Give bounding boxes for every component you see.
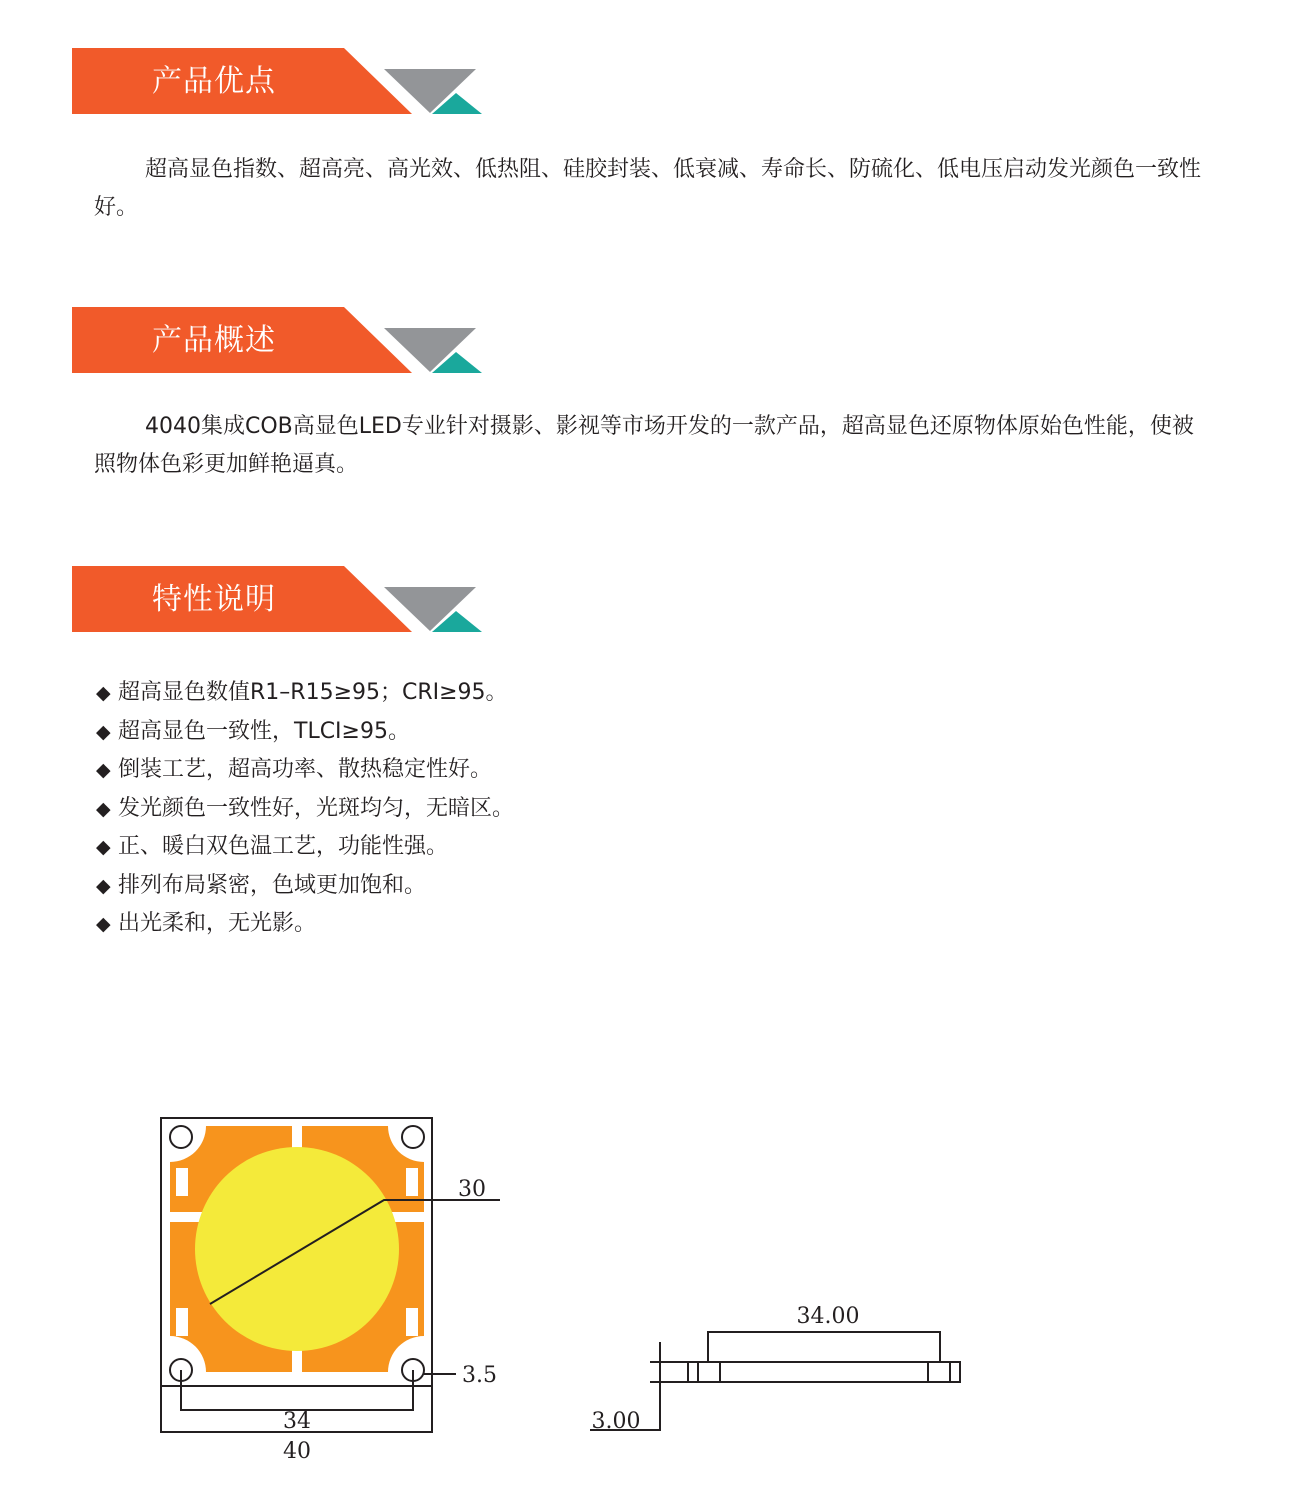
mount-hole bbox=[402, 1126, 424, 1148]
diamond-bullet-icon: ◆ bbox=[96, 797, 111, 820]
cob-top-view-drawing bbox=[150, 1110, 520, 1470]
feature-text: 排列布局紧密，色域更加饱和。 bbox=[118, 872, 427, 898]
diamond-bullet-icon: ◆ bbox=[96, 682, 111, 704]
banner-graphic bbox=[72, 48, 492, 118]
diamond-bullet-icon: ◆ bbox=[96, 759, 111, 781]
diameter-label: 30 bbox=[458, 1177, 486, 1202]
feature-item bbox=[96, 674, 514, 713]
hole-label: 3.5 bbox=[462, 1363, 497, 1388]
board-profile bbox=[688, 1362, 960, 1382]
feature-text: 发光颜色一致性好，光斑均匀，无暗区。 bbox=[118, 795, 515, 821]
feature-item bbox=[96, 867, 514, 906]
diamond-bullet-icon: ◆ bbox=[96, 874, 111, 897]
section-title: 特性说明 bbox=[152, 582, 276, 617]
height-label: 3.00 bbox=[591, 1409, 641, 1434]
section-title: 产品优点 bbox=[152, 64, 276, 99]
feature-item bbox=[96, 751, 514, 790]
feature-item bbox=[96, 713, 514, 752]
banner-graphic bbox=[72, 307, 492, 377]
diamond-bullet-icon: ◆ bbox=[96, 913, 111, 935]
section-header-features bbox=[72, 566, 492, 636]
pitch-dimension-line bbox=[181, 1370, 413, 1410]
feature-text: 倒装工艺，超高功率、散热稳定性好。 bbox=[118, 757, 493, 782]
feature-text: 超高显色一致性，TLCI≥95。 bbox=[118, 718, 410, 744]
feature-item bbox=[96, 790, 514, 829]
cob-side-view-drawing bbox=[580, 1290, 980, 1450]
width-dimension-line bbox=[708, 1332, 940, 1362]
diamond-bullet-icon: ◆ bbox=[96, 836, 111, 858]
section-header-overview bbox=[72, 307, 492, 377]
pitch-label: 34 bbox=[283, 1409, 311, 1434]
section-header-advantages bbox=[72, 48, 492, 118]
diamond-bullet-icon: ◆ bbox=[96, 720, 111, 743]
banner-graphic bbox=[72, 566, 492, 636]
feature-item bbox=[96, 905, 514, 944]
feature-list bbox=[96, 674, 514, 944]
led-lens-circle bbox=[195, 1147, 399, 1351]
outline-label: 40 bbox=[283, 1439, 311, 1464]
overview-text: 4040集成COB高显色LED专业针对摄影、影视等市场开发的一款产品，超高显色还原物体原始色性能，使被照物体色彩更加鲜艳逼真。 bbox=[94, 414, 1194, 477]
width-label: 34.00 bbox=[796, 1304, 860, 1329]
mount-hole bbox=[170, 1126, 192, 1148]
feature-item bbox=[96, 828, 514, 867]
feature-text: 超高显色数值R1–R15≥95；CRI≥95。 bbox=[118, 680, 508, 705]
feature-text: 正、暖白双色温工艺，功能性强。 bbox=[118, 834, 449, 859]
advantages-text: 超高显色指数、超高亮、高光效、低热阻、硅胶封装、低衰减、寿命长、防硫化、低电压启动发光颜色一致性好。 bbox=[94, 157, 1202, 220]
section-title: 产品概述 bbox=[152, 323, 276, 358]
feature-text: 出光柔和，无光影。 bbox=[118, 911, 317, 936]
